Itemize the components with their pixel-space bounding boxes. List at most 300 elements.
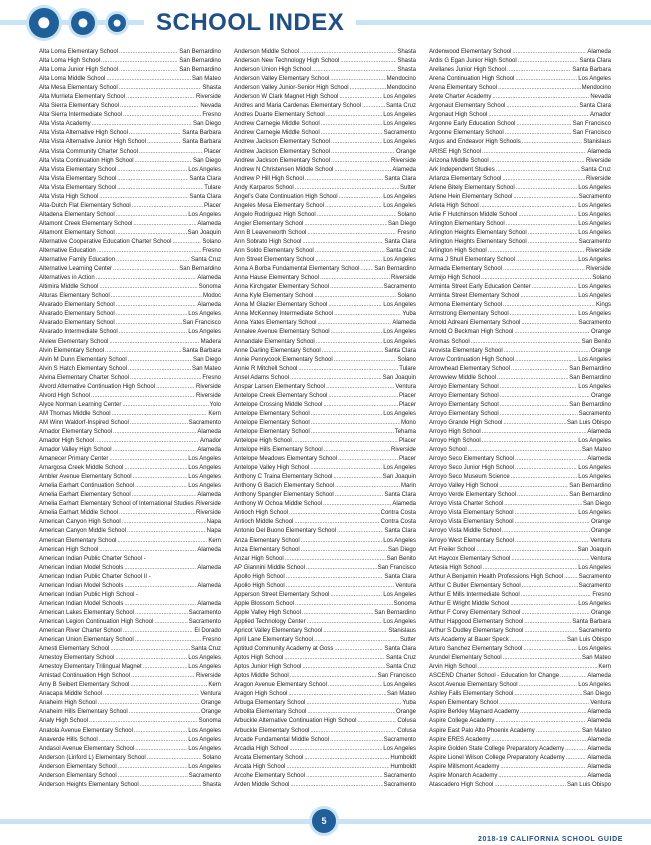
index-entry (429, 347, 611, 356)
leader-dots (117, 175, 188, 184)
index-entry (39, 636, 221, 645)
index-entry (429, 736, 611, 745)
county-name: Los Angeles (383, 202, 416, 209)
school-name: Altamont Creek Elementary School (39, 220, 133, 227)
county-name: Los Angeles (188, 655, 221, 662)
county-name: Santa Clara (189, 175, 221, 182)
county-name: San Bernardino (569, 374, 611, 381)
school-name: Aspire College Academy (429, 718, 495, 725)
index-entry (39, 247, 221, 256)
leader-dots (172, 238, 201, 247)
school-name: Anza Elementary School (234, 537, 300, 544)
county-name: Santa Clara (189, 193, 221, 200)
county-name: Solano (397, 356, 416, 363)
county-name: Los Angeles (188, 745, 221, 752)
county-name: Sonoma (393, 600, 416, 607)
county-name: Los Angeles (383, 338, 416, 345)
leader-dots (331, 157, 390, 166)
county-name: Kern (208, 537, 221, 544)
school-name: Arundel Elementary School (429, 655, 502, 662)
school-name: Andrew Carnegie Middle School (234, 130, 320, 137)
school-name: Arthur E Wright Middle School (429, 600, 510, 607)
leader-dots (139, 148, 203, 157)
index-entry (429, 166, 611, 175)
school-name: Anderson Elementary School (39, 772, 117, 779)
index-column-2 (234, 48, 416, 790)
index-entry (39, 763, 221, 772)
index-entry (429, 582, 611, 591)
index-entry (429, 111, 611, 120)
school-name: Arroyo Verde Elementary School (429, 492, 517, 499)
index-entry (234, 527, 416, 536)
index-entry (39, 338, 221, 347)
county-name: Alameda (197, 564, 221, 571)
county-name: Santa Cruz (190, 646, 221, 653)
leader-dots (315, 247, 385, 256)
county-name: Los Angeles (578, 76, 611, 83)
leader-dots (122, 518, 206, 527)
school-name: Arnold Adreani Elementary School (429, 320, 521, 327)
index-entry (39, 374, 221, 383)
county-name: Mendocino (386, 76, 416, 83)
school-name: Altimira Middle School (39, 284, 99, 291)
school-name: Alvarado Elementary School (39, 311, 115, 318)
index-entry (429, 555, 611, 564)
index-entry (429, 708, 611, 717)
school-name: Amestoy Elementary Trilingual Magnet (39, 664, 142, 671)
school-name: Amador Elementary School (39, 428, 113, 435)
county-name: Los Angeles (383, 537, 416, 544)
county-name: Ventura (395, 582, 416, 589)
index-entry (234, 111, 416, 120)
index-entry (234, 482, 416, 491)
county-name: San Diego (387, 220, 416, 227)
leader-dots (505, 129, 572, 138)
index-entry (429, 537, 611, 546)
leader-dots (110, 645, 190, 654)
county-name: Fresno (202, 248, 221, 255)
school-name: American Indian Public High School - (39, 591, 139, 598)
school-name: Arete Charter Academy (429, 94, 492, 101)
school-name: Amelia Earhart Elementary School (39, 492, 131, 499)
school-name: Arroyo Seco Junior High School (429, 465, 515, 472)
index-entry (234, 157, 416, 166)
school-name: Andrew Carnegie Middle School (234, 121, 320, 128)
index-entry (234, 57, 416, 66)
school-name: Arroyo Vista Elementary School (429, 519, 514, 526)
index-entry (429, 464, 611, 473)
school-name: Arrow Continuation High School (429, 356, 515, 363)
index-entry (234, 699, 416, 708)
county-name: Riverside (195, 501, 221, 508)
county-name: Riverside (585, 266, 611, 273)
leader-dots (536, 727, 581, 736)
school-name: Ann Soldo Elementary School (234, 248, 314, 255)
school-name: Arcata High School (234, 763, 286, 770)
leader-dots (483, 564, 578, 573)
leader-dots (326, 111, 383, 120)
county-name: Orange (590, 609, 611, 616)
school-name: AM Thomas Middle School (39, 410, 111, 417)
index-entry (429, 401, 611, 410)
county-name: Solano (592, 275, 611, 282)
school-name: Alta Sierra Elementary School (39, 103, 120, 110)
index-entry (39, 781, 221, 790)
leader-dots (513, 193, 577, 202)
county-name: Riverside (585, 157, 611, 164)
leader-dots (481, 274, 591, 283)
index-entry (39, 148, 221, 157)
index-entry (39, 600, 221, 609)
school-name: American Indian Model Schools (39, 564, 124, 571)
school-name: American Union Elementary School (39, 637, 134, 644)
school-name: ASCEND Charter School - Education for Change (429, 673, 560, 680)
index-entry (429, 256, 611, 265)
index-entry (429, 392, 611, 401)
leader-dots (507, 66, 571, 75)
school-name: Annandale Elementary School (234, 338, 315, 345)
county-name: Orange (200, 700, 221, 707)
school-name: Aspire Millsmont Academy (429, 763, 500, 770)
school-name: Alta Loma High School (39, 58, 101, 65)
leader-dots (301, 537, 383, 546)
leader-dots (113, 428, 196, 437)
school-name: Anthony C Traina Elementary School (234, 474, 333, 481)
school-name: Anderson Heights Elementary School (39, 781, 139, 788)
school-name: Arthur Hapgood Elementary School (429, 618, 524, 625)
county-name: Los Angeles (578, 257, 611, 264)
index-entry (39, 48, 221, 57)
county-name: Shasta (397, 49, 416, 55)
county-name: San Diego (582, 501, 611, 508)
county-name: Santa Barbara (182, 139, 221, 146)
school-name: Argonaut High School (429, 112, 488, 119)
school-name: Amelia Earhart Elementary School of International Studies (39, 501, 194, 508)
county-name: Santa Cruz (385, 655, 416, 662)
index-entry (234, 238, 416, 247)
index-entry (234, 138, 416, 147)
leader-dots (468, 446, 581, 455)
school-name: Aspire Lionel Wilson College Preparatory Academy (429, 754, 565, 761)
school-name: Amador Valley High School (39, 447, 112, 454)
school-name: American Indian Public Charter School II - (39, 573, 151, 580)
school-name: Andrew Jackson Elementary School (234, 157, 331, 164)
leader-dots (333, 473, 381, 482)
index-entry (39, 410, 221, 419)
county-name: Riverside (390, 447, 416, 454)
county-name: Santa Cruz (385, 664, 416, 671)
county-name: Los Angeles (383, 465, 416, 472)
school-name: Argonaut Elementary School (429, 103, 506, 110)
county-name: Napa (206, 528, 221, 535)
school-name: Antelope Creek Elementary School (234, 392, 328, 399)
school-name: Altadena Elementary School (39, 211, 115, 218)
index-entry (234, 618, 416, 627)
county-name: San Bernardino (374, 266, 416, 273)
index-entry (234, 609, 416, 618)
leader-dots (564, 573, 578, 582)
county-name: Sacramento (383, 736, 416, 743)
guide-title: 2018-19 CALIFORNIA SCHOOL GUIDE (477, 836, 623, 843)
county-name: Orange (590, 347, 611, 354)
county-name: Napa (206, 519, 221, 526)
school-name: Aspire Monarch Academy (429, 772, 498, 779)
county-name: Solano (202, 238, 221, 245)
index-entry (39, 193, 221, 202)
leader-dots (334, 310, 401, 319)
county-name: Kern (208, 410, 221, 417)
school-name: Arlington High School (429, 248, 487, 255)
county-name: San Luis Obispo (566, 781, 611, 788)
county-name: Santa Clara (579, 58, 611, 65)
index-entry (234, 401, 416, 410)
school-name: Applied Technology Center (234, 618, 306, 625)
school-name: Alta Loma Elementary School (39, 49, 119, 55)
school-name: Angier Elementary School (234, 220, 304, 227)
county-name: Alameda (587, 736, 611, 743)
index-entry (39, 482, 221, 491)
county-name: Sacramento (578, 628, 611, 634)
leader-dots (294, 518, 379, 527)
school-name: Arroyo Seco Museum Science (429, 474, 510, 481)
leader-dots (135, 482, 187, 491)
index-entry (39, 437, 221, 446)
index-entry (234, 347, 416, 356)
school-name: Andasol Avenue Elementary School (39, 745, 135, 752)
school-name: Annie Pennycook Elementary School (234, 356, 333, 363)
index-entry (39, 157, 221, 166)
county-name: Los Angeles (188, 474, 221, 481)
county-name: Orange (395, 709, 416, 716)
leader-dots (130, 419, 188, 428)
county-name: Fresno (202, 637, 221, 644)
index-entry (429, 202, 611, 211)
county-name: San Francisco (182, 320, 221, 327)
index-entry (429, 310, 611, 319)
school-name: Ark Independent Studies (429, 166, 495, 173)
school-name: Arthur F Corey Elementary School (429, 609, 521, 616)
leader-dots (331, 328, 383, 337)
school-name: Altamont Elementary School (39, 229, 115, 236)
county-name: Nevada (590, 94, 611, 101)
leader-dots (514, 690, 582, 699)
index-entry (234, 491, 416, 500)
index-entry (39, 663, 221, 672)
leader-dots (295, 184, 399, 193)
index-entry (429, 455, 611, 464)
leader-dots (133, 473, 188, 482)
index-entry (234, 428, 416, 437)
school-name: American Indian Model Schools (39, 600, 124, 607)
leader-dots (516, 184, 578, 193)
leader-dots (566, 754, 587, 763)
leader-dots (488, 247, 585, 256)
index-entry (429, 75, 611, 84)
index-entry (234, 292, 416, 301)
leader-dots (133, 220, 196, 229)
school-name: Angeles Mesa Elementary School (234, 202, 325, 209)
county-name: Santa Clara (384, 492, 416, 499)
index-entry (429, 365, 611, 374)
leader-dots (320, 274, 390, 283)
school-name: Anna Kirchgater Elementary School (234, 284, 330, 291)
school-name: Aptitud Community Academy at Goss (234, 646, 334, 653)
county-name: Los Angeles (578, 293, 611, 300)
county-name: Colusa (397, 727, 416, 734)
index-entry (429, 609, 611, 618)
school-name: Armijo High School (429, 275, 481, 282)
school-name: American River Charter School (39, 628, 122, 634)
school-name: Anspar Larsen Elementary School (234, 383, 326, 390)
leader-dots (334, 166, 391, 175)
leader-dots (116, 256, 190, 265)
index-entry (429, 473, 611, 482)
leader-dots (306, 564, 377, 573)
school-name: Alta Vista Alternative High School (39, 130, 128, 137)
school-name: American Lakes Elementary School (39, 609, 135, 616)
index-entry (234, 772, 416, 781)
leader-dots (510, 636, 566, 645)
leader-dots (92, 120, 192, 129)
index-entry (429, 265, 611, 274)
leader-dots (335, 491, 384, 500)
leader-dots (109, 455, 187, 464)
leader-dots (122, 401, 208, 410)
school-name: American Elementary School (39, 537, 117, 544)
county-name: Placer (398, 456, 416, 463)
school-name: Alta Vista Community Charter School (39, 148, 138, 155)
county-name: Yuba (402, 700, 416, 707)
county-name: Santa Cruz (190, 257, 221, 264)
county-name: Santa Clara (384, 573, 416, 580)
county-name: San Bernardino (569, 401, 611, 408)
leader-dots (322, 347, 384, 356)
index-entry (234, 365, 416, 374)
county-name: Sonoma (198, 718, 221, 725)
leader-dots (528, 229, 578, 238)
school-name: Ardenwood Elementary School (429, 49, 512, 55)
school-name: Apple Blossom School (234, 600, 295, 607)
school-name: American Indian Public Charter School - (39, 555, 146, 562)
leader-dots (286, 582, 395, 591)
school-name: Arroyo Elementary School (429, 392, 499, 399)
school-name: Arroyo Vista Charter School (429, 501, 504, 508)
index-entry (39, 102, 221, 111)
school-name: Amestoy Elementary School (39, 655, 115, 662)
leader-dots (502, 175, 585, 184)
school-name: Anderson New Technology High School (234, 58, 340, 65)
county-name: Humboldt (390, 763, 416, 770)
leader-dots (99, 546, 196, 555)
header-dot-small-icon (108, 14, 126, 32)
leader-dots (511, 555, 589, 564)
index-entry (39, 138, 221, 147)
school-name: Aromas School (429, 338, 470, 345)
county-name: Los Angeles (188, 736, 221, 743)
county-name: Yuba (402, 311, 416, 318)
leader-dots (290, 781, 382, 790)
leader-dots (116, 319, 182, 328)
leader-dots (317, 211, 397, 220)
leader-dots (113, 265, 178, 274)
county-name: San Bernardino (374, 609, 416, 616)
county-name: Los Angeles (578, 229, 611, 236)
leader-dots (520, 708, 586, 717)
index-entry (234, 247, 416, 256)
county-name: Los Angeles (383, 329, 416, 336)
index-column-3 (429, 48, 611, 790)
leader-dots (519, 681, 578, 690)
county-name: Los Angeles (383, 410, 416, 417)
county-name: Los Angeles (383, 139, 416, 146)
school-name: Arnold O Beckman High School (429, 329, 514, 336)
county-name: Alameda (587, 148, 611, 155)
leader-dots (310, 464, 382, 473)
index-entry (234, 75, 416, 84)
leader-dots (482, 428, 587, 437)
index-entry (429, 717, 611, 726)
index-entry (429, 527, 611, 536)
leader-dots (132, 202, 203, 211)
leader-dots (143, 663, 188, 672)
leader-dots (521, 609, 590, 618)
leader-dots (323, 401, 398, 410)
county-name: Ventura (590, 555, 611, 562)
county-name: San Francisco (572, 121, 611, 128)
school-name: Apperson Street Elementary School (234, 591, 330, 598)
school-name: Anthony W Ochoa Middle School (234, 501, 323, 508)
county-name: Fresno (202, 112, 221, 119)
school-name: Arthur S Dudley Elementary School (429, 628, 524, 634)
county-name: Santa Barbara (182, 130, 221, 137)
county-name: Ventura (200, 691, 221, 698)
school-name: Antelope Elementary School (234, 428, 310, 435)
leader-dots (128, 365, 191, 374)
county-name: Shasta (397, 58, 416, 65)
index-entry (429, 319, 611, 328)
county-name: Alameda (587, 709, 611, 716)
leader-dots (116, 301, 197, 310)
index-entry (39, 627, 221, 636)
leader-dots (476, 546, 576, 555)
leader-dots (500, 392, 590, 401)
leader-dots (124, 464, 187, 473)
school-name: Alternative Education (39, 248, 96, 255)
leader-dots (134, 727, 187, 736)
leader-dots (115, 654, 187, 663)
county-name: Los Angeles (188, 727, 221, 734)
leader-dots (492, 93, 589, 102)
school-name: Anna Yates Elementary School (234, 320, 317, 327)
school-name: Antioch High School (234, 510, 289, 517)
leader-dots (323, 627, 387, 636)
school-name: Aspire East Palo Alto Phoenix Academy (429, 727, 535, 734)
school-name: Anza Elementary School (234, 546, 300, 553)
index-entry (39, 383, 221, 392)
leader-dots (289, 745, 382, 754)
school-name: Aptos Middle School (234, 673, 289, 680)
leader-dots (325, 202, 382, 211)
index-entry (39, 518, 221, 527)
index-entry (39, 419, 221, 428)
county-name: Los Angeles (383, 94, 416, 101)
county-name: Los Angeles (383, 682, 416, 689)
leader-dots (490, 157, 585, 166)
county-name: San Bernardino (569, 365, 611, 372)
leader-dots (91, 392, 195, 401)
county-name: San Joaquin (382, 474, 416, 481)
index-entry (234, 627, 416, 636)
